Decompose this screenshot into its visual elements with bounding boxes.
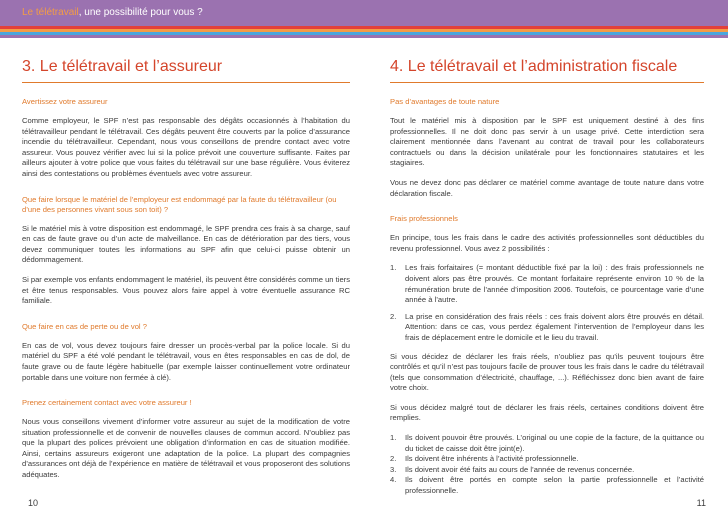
list-item xyxy=(390,433,704,454)
page-number-right: 11 xyxy=(696,498,706,508)
right-column xyxy=(390,56,704,505)
list-number: 1. xyxy=(390,433,397,443)
list-text: La prise en considération des frais réels : ces frais doivent alors être prouvés en détail. Attention: dans ce cas, vous perdez également l’intervention de l’employeur dans les frais de déplacement entre le domicile et le lieu du travail. xyxy=(405,311,704,342)
list-text: Les frais forfaitaires (= montant déductible fixé par la loi) : des frais professionnels ne doivent alors pas être prouvés. Ce montant forfaitaire représente environ 10 % de la rémunération brute de l’année d’imposition 2006. Toutefois, ce pourcentage varie d’une année à l’autre. xyxy=(405,263,704,305)
left-subtitle-4: Prenez certainement contact avec votre assureur ! xyxy=(22,398,192,408)
header-title-rest: , une possibilité pour vous ? xyxy=(78,7,203,18)
right-subtitle-2: Frais professionnels xyxy=(390,214,458,224)
header-bar xyxy=(0,0,728,26)
left-paragraph-5: Nous vous conseillons vivement d’informer votre assureur au sujet de la modification de votre situation professionnelle et de convenir de nouvelles clauses de commun accord. N’oubliez pas que la plupart des polices prévoient une obligation d’information en cas de situation modifiée. Ainsi, certains assureurs exigeront une adaptation de la police. La plupart des compagnies d’assurances ont déjà de l’expérience en matière de télétravail et vous proposeront des solutions adéquates. xyxy=(22,417,350,480)
right-paragraph-4: Si vous décidez de déclarer les frais réels, n’oubliez pas qu’ils peuvent toujours être contrôlés et qu’il n’est pas toujours facile de prouver tous les frais dans le cadre du télétravail (tels que consommation d’électricité, chauffage, ...). Réfléchissez donc bien avant de faire votre choix. xyxy=(390,351,704,393)
list-text: Ils doivent être portés en compte selon la partie professionnelle et l’activité professionnelle. xyxy=(405,475,704,496)
list-number: 4. xyxy=(390,475,397,485)
list-number: 1. xyxy=(390,263,397,273)
left-paragraph-2: Si le matériel mis à votre disposition est endommagé, le SPF prendra ces frais à sa charge, sauf en cas de faute grave ou d’un acte de malveillance. En cas de détérioration par des tiers, vous devez communiquer toutes les informations au SPF afin que celui-ci puisse obtenir un dédommagement. xyxy=(22,223,350,265)
options-list xyxy=(390,263,704,343)
right-subtitle-1: Pas d’avantages de toute nature xyxy=(390,97,500,106)
right-paragraph-5: Si vous décidez malgré tout de déclarer les frais réels, certaines conditions doivent être remplies. xyxy=(390,402,704,423)
list-item xyxy=(390,475,704,496)
right-paragraph-2: Vous ne devez donc pas déclarer ce matériel comme avantage de toute nature dans votre déclaration fiscale. xyxy=(390,177,704,198)
list-item xyxy=(390,312,704,344)
list-item xyxy=(390,454,704,465)
header-title-highlight: Le télétravail xyxy=(22,7,79,18)
left-paragraph-4: En cas de vol, vous devez toujours faire dresser un procès-verbal par la police locale. Si du matériel du SPF a été volé pendant le télétravail, vous en êtes responsables en cas de dol, de faute grave ou de faute légère habituelle (par exemple laisser continuellement votre ordinateur portable dans une voiture non fermée à clé). xyxy=(22,340,350,382)
conditions-list xyxy=(390,433,704,497)
left-subtitle-3: Que faire en cas de perte ou de vol ? xyxy=(22,321,147,331)
left-section-title: 3. Le télétravail et l’assureur xyxy=(22,58,223,75)
left-paragraph-1: Comme employeur, le SPF n’est pas responsable des dégâts occasionnés à l’habitation du télétravailleur pendant le télétravail. Ces dégâts peuvent être couverts par la police d’assurance incendie du télétravailleur. Cependant, nous vous conseillons de prendre contact avec votre assureur. Vous pouvez vérifier avec lui si la police prévoit une couverture suffisante. Faites par ailleurs ajouter à votre police que vous faites du télétravail sur une base régulière. Vous éviterez ainsi des contestations ou problèmes éventuels avec votre assureur. xyxy=(22,116,350,178)
list-text: Ils doivent avoir été faits au cours de l’année de revenus concernée. xyxy=(405,464,635,474)
left-column xyxy=(22,56,350,490)
right-paragraph-3: En principe, tous les frais dans le cadre des activités professionnelles sont déductibles du revenu professionnel. Vous avez 2 possibilités : xyxy=(390,233,704,253)
list-number: 2. xyxy=(390,311,397,321)
list-text: Ils doivent être inhérents à l’activité professionnelle. xyxy=(405,454,579,464)
header-title xyxy=(22,7,203,18)
stripe-purple xyxy=(0,35,728,38)
page-number-left: 10 xyxy=(28,498,39,508)
color-stripes xyxy=(0,26,728,38)
left-subtitle-1: Avertissez votre assureur xyxy=(22,97,108,106)
list-number: 3. xyxy=(390,464,397,474)
list-item xyxy=(390,465,704,476)
list-text: Ils doivent pouvoir être prouvés. L’original ou une copie de la facture, de la quittance ou du ticket de caisse doit être joint(e). xyxy=(405,433,704,453)
left-subtitle-2: Que faire lorsque le matériel de l’employeur est endommagé par la faute du télétravailleur (ou d’une des personnes vivant sous son toit) ? xyxy=(22,194,337,214)
list-item xyxy=(390,263,704,305)
right-paragraph-1: Tout le matériel mis à disposition par le SPF est uniquement destiné à des fins professionnelles. Il ne doit donc pas servir à un usage privé. Cette interdiction sera clairement mentionnée dans l’avenant au contrat de travail pour les collaborateurs contractuels ou dans la décision unilatérale pour les fonctionnaires statutaires et les stagiaires. xyxy=(390,116,704,168)
right-section-title: 4. Le télétravail et l’administration fiscale xyxy=(390,58,678,75)
list-number: 2. xyxy=(390,454,397,464)
left-paragraph-3: Si par exemple vos enfants endommagent le matériel, ils peuvent être considérés comme un tiers et être tenus responsables. Vous pouvez alors faire appel à votre éventuelle assurance RC familiale. xyxy=(22,274,350,306)
